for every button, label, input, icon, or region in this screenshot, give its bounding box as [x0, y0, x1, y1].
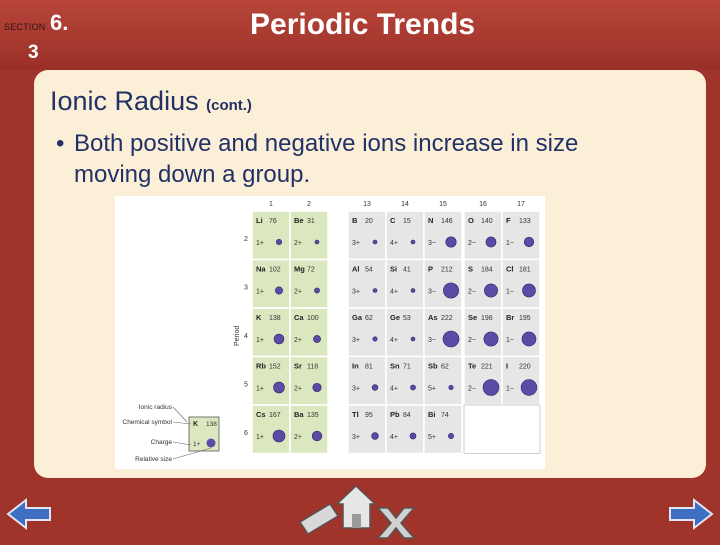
ion-sphere: [373, 240, 377, 244]
element-radius: 212: [441, 266, 453, 274]
element-radius: 81: [365, 363, 373, 371]
element-symbol: In: [352, 361, 359, 371]
element-symbol: Br: [506, 313, 515, 322]
ion-charge: 5+: [428, 434, 436, 441]
ion-charge: 3+: [352, 240, 360, 247]
ion-charge: 2−: [468, 337, 476, 344]
ion-charge: 4+: [390, 288, 398, 296]
element-radius: 135: [307, 412, 319, 419]
element-symbol: P: [428, 264, 434, 274]
element-symbol: As: [428, 313, 438, 322]
element-symbol: I: [506, 361, 509, 371]
ion-charge: 2−: [468, 288, 476, 296]
element-radius: 181: [519, 266, 531, 274]
slide-subtitle: [50, 86, 252, 117]
element-radius: 118: [307, 363, 319, 371]
ion-sphere: [443, 283, 458, 298]
element-radius: 62: [365, 315, 373, 322]
right-arrow-icon[interactable]: [670, 500, 712, 528]
key-label: Ionic radius: [138, 404, 172, 411]
bullet-marker: •: [56, 130, 65, 157]
group-label: 13: [363, 201, 371, 208]
group-label: 14: [401, 201, 409, 208]
left-arrow-icon[interactable]: [8, 500, 50, 528]
ion-sphere: [373, 289, 377, 293]
ion-sphere: [411, 337, 415, 341]
element-radius: 62: [441, 363, 449, 371]
ion-charge: 3+: [352, 337, 360, 344]
ion-charge: 1+: [256, 434, 264, 441]
ion-sphere: [372, 385, 378, 391]
period-label: 2: [244, 236, 248, 243]
element-radius: 152: [269, 363, 281, 371]
ion-sphere: [313, 383, 321, 391]
ion-charge: 5+: [428, 385, 436, 393]
ion-sphere: [372, 433, 379, 440]
element-radius: 221: [481, 363, 493, 371]
element-radius: 71: [403, 363, 411, 371]
ion-sphere: [312, 431, 322, 441]
ion-sphere: [274, 334, 284, 344]
ion-charge: 3+: [352, 385, 360, 393]
ion-sphere: [522, 332, 536, 346]
page-title: Periodic Trends: [250, 8, 476, 41]
ion-sphere: [522, 284, 535, 297]
ion-sphere: [448, 433, 453, 438]
element-radius: 41: [403, 266, 411, 274]
ion-charge: 3−: [428, 288, 436, 296]
element-symbol: F: [506, 216, 511, 225]
ion-sphere: [484, 332, 498, 346]
element-symbol: Bi: [428, 410, 436, 419]
element-symbol: Si: [390, 264, 398, 274]
ion-sphere: [443, 331, 459, 347]
section-number: 6.: [50, 10, 69, 35]
element-cell: [502, 405, 540, 454]
ion-charge: 1−: [506, 288, 514, 296]
key-leader: [173, 442, 191, 445]
group-label: 2: [307, 201, 311, 208]
element-symbol: Ca: [294, 313, 304, 322]
section-label: SECTION: [4, 22, 46, 32]
element-cell: [464, 405, 502, 454]
element-symbol: Sb: [428, 361, 438, 371]
element-symbol: Sn: [390, 361, 400, 371]
ion-sphere: [411, 289, 415, 293]
element-symbol: N: [428, 216, 434, 225]
ion-charge: 3+: [352, 288, 360, 296]
element-symbol: Mg: [294, 264, 305, 274]
group-label: 15: [439, 201, 447, 208]
element-symbol: Sr: [294, 361, 302, 371]
ion-sphere: [315, 240, 319, 244]
section-badge: [0, 0, 72, 66]
element-symbol: Al: [352, 264, 360, 274]
group-label: 16: [479, 201, 487, 208]
element-radius: 74: [441, 412, 449, 419]
period-label: 6: [244, 430, 248, 437]
element-symbol: S: [468, 264, 474, 274]
element-radius: 195: [519, 315, 531, 322]
element-radius: 138: [269, 315, 281, 322]
home-icon[interactable]: [337, 486, 375, 528]
element-symbol: B: [352, 216, 358, 225]
ion-charge: 4+: [390, 434, 398, 441]
key-sphere: [207, 439, 216, 448]
ion-charge: 1−: [506, 385, 514, 393]
element-radius: 146: [441, 218, 453, 225]
key-leader: [173, 407, 187, 422]
element-radius: 133: [519, 218, 531, 225]
key-label: Charge: [150, 439, 172, 446]
element-radius: 100: [307, 315, 319, 322]
ion-charge: 2+: [294, 434, 302, 441]
element-symbol: Cl: [506, 264, 514, 274]
ion-charge: 1+: [256, 385, 264, 393]
element-radius: 102: [269, 266, 281, 274]
pencil-icon[interactable]: [300, 504, 338, 534]
ion-sphere: [446, 237, 457, 248]
period-label: 4: [244, 333, 248, 340]
element-symbol: Ba: [294, 410, 304, 419]
element-symbol: Rb: [256, 361, 266, 371]
ion-sphere: [274, 382, 285, 393]
element-radius: 72: [307, 266, 315, 274]
element-symbol: Se: [468, 313, 478, 322]
element-radius: 198: [481, 315, 493, 322]
element-symbol: Na: [256, 264, 266, 274]
ion-sphere: [276, 239, 281, 244]
key-label: Relative size: [135, 456, 172, 463]
element-radius: 184: [481, 266, 493, 274]
ion-sphere: [483, 380, 499, 396]
key-charge: 1+: [193, 441, 201, 448]
key-leader: [173, 422, 191, 424]
element-symbol: O: [468, 216, 474, 225]
element-radius: 53: [403, 315, 411, 322]
ion-charge: 1+: [256, 337, 264, 344]
element-symbol: Be: [294, 216, 304, 225]
ion-sphere: [314, 288, 319, 293]
period-axis-label: Period: [234, 325, 241, 346]
ion-sphere: [524, 237, 534, 247]
ion-sphere: [410, 433, 416, 439]
element-radius: 15: [403, 218, 411, 225]
element-symbol: Ga: [352, 313, 363, 322]
ion-charge: 3+: [352, 434, 360, 441]
element-radius: 84: [403, 412, 411, 419]
element-radius: 76: [269, 218, 277, 225]
ion-sphere: [411, 240, 415, 244]
element-symbol: Li: [256, 216, 263, 225]
element-symbol: C: [390, 216, 396, 225]
ion-charge: 4+: [390, 385, 398, 393]
element-symbol: Cs: [256, 410, 266, 419]
element-radius: 220: [519, 363, 531, 371]
ion-charge: 1+: [256, 288, 264, 296]
ion-sphere: [373, 337, 377, 341]
ion-sphere: [410, 385, 415, 390]
ion-sphere: [313, 335, 320, 342]
nav-bar: [0, 478, 720, 540]
close-icon[interactable]: [378, 508, 414, 538]
ion-sphere: [273, 430, 285, 442]
element-symbol: Ge: [390, 313, 401, 322]
element-radius: 95: [365, 412, 373, 419]
period-label: 3: [244, 284, 248, 292]
element-symbol: K: [256, 313, 262, 322]
element-radius: 20: [365, 218, 373, 225]
ion-sphere: [449, 385, 453, 389]
element-radius: 167: [269, 412, 281, 419]
key-radius: 138: [206, 421, 217, 428]
element-radius: 31: [307, 218, 315, 225]
element-radius: 54: [365, 266, 373, 274]
ion-charge: 1−: [506, 337, 514, 344]
group-label: 1: [269, 201, 273, 208]
ion-charge: 2+: [294, 240, 302, 247]
ion-sphere: [275, 287, 282, 294]
ion-charge: 2−: [468, 385, 476, 393]
ion-charge: 2−: [468, 240, 476, 247]
ion-sphere: [521, 380, 537, 396]
ionic-radius-table: [115, 196, 545, 469]
period-label: 5: [244, 381, 248, 389]
key-label: Chemical symbol: [122, 419, 172, 426]
ion-charge: 4+: [390, 337, 398, 344]
ion-charge: 4+: [390, 240, 398, 247]
ion-charge: 2+: [294, 337, 302, 344]
element-symbol: Pb: [390, 410, 400, 419]
element-radius: 222: [441, 315, 453, 322]
element-radius: 140: [481, 218, 493, 225]
element-symbol: Te: [468, 361, 477, 371]
group-label: 17: [517, 201, 525, 208]
ion-charge: 1+: [256, 240, 264, 247]
ion-charge: 2+: [294, 385, 302, 393]
subtitle-cont: (cont.): [206, 97, 252, 114]
ionic-radius-figure: [115, 196, 545, 469]
ion-charge: 3−: [428, 240, 436, 247]
ion-charge: 1−: [506, 240, 514, 247]
ion-sphere: [486, 237, 496, 247]
subtitle-text: Ionic Radius: [50, 86, 199, 116]
ion-charge: 2+: [294, 288, 302, 296]
ion-charge: 3−: [428, 337, 436, 344]
key-symbol: K: [193, 421, 199, 428]
section-subnumber: 3: [28, 42, 39, 63]
element-symbol: Tl: [352, 410, 359, 419]
bullet-text: Both positive and negative ions increase in size moving down a group.: [74, 130, 579, 188]
ion-sphere: [484, 284, 497, 297]
